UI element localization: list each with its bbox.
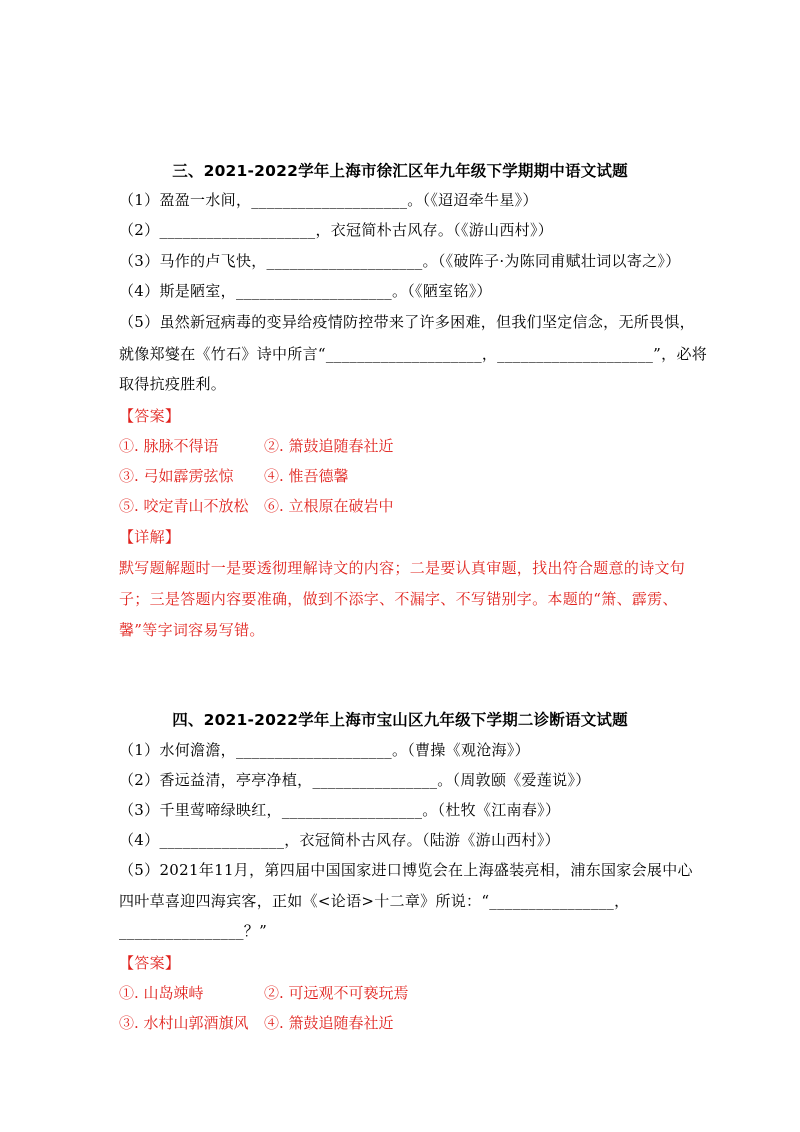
s3-question-4: （4）斯是陋室，____________________。（《陋室铭》） <box>119 282 492 300</box>
s3-question-3: （3）马作的卢飞快，____________________。（《破阵子·为陈同甫赋壮词以寄之》） <box>119 252 681 270</box>
section-4-title: 四、2021-2022学年上海市宝山区九年级下学期二诊断语文试题 <box>172 711 628 729</box>
s3-question-5-line-1: （5）虽然新冠病毒的变异给疫情防控带来了许多困难，但我们坚定信念，无所畏惧， <box>119 313 695 331</box>
s3-answer-row-2 <box>119 465 349 486</box>
s4-answer-3: ③. 水村山郭酒旗风 <box>119 1014 249 1032</box>
s3-answer-3: ③. 弓如霹雳弦惊 <box>119 467 234 485</box>
s4-answer-row-1 <box>119 982 409 1003</box>
s3-question-5-line-2: 就像郑燮在《竹石》诗中所言“____________________，____________________”，必将 <box>119 345 708 363</box>
s4-question-2: （2）香远益清，亭亭净植，________________。（周敦颐《爱莲说》） <box>119 771 591 789</box>
s3-explain-line-1: 默写题解题时一是要透彻理解诗文的内容；二是要认真审题，找出符合题意的诗文句 <box>119 559 686 577</box>
s4-question-3: （3）千里莺啼绿映红，__________________。（杜牧《江南春》） <box>119 801 561 819</box>
s3-question-2: （2）____________________，衣冠简朴古风存。（《游山西村》） <box>119 221 554 239</box>
s4-answer-1: ①. 山岛竦峙 <box>119 984 204 1002</box>
s4-answer-label: 【答案】 <box>119 954 181 972</box>
s3-answer-row-3 <box>119 495 394 516</box>
s4-answer-4: ④. 箫鼓追随春社近 <box>264 1014 394 1032</box>
s3-answer-6: ⑥. 立根原在破岩中 <box>264 497 394 515</box>
s3-answer-1: ①. 脉脉不得语 <box>119 437 219 455</box>
s4-question-5-line-1: （5）2021年11月，第四届中国国家进口博览会在上海盛装亮相，浦东国家会展中心 <box>119 861 693 879</box>
s4-question-1: （1）水何澹澹，____________________。（曹操《观沧海》） <box>119 741 530 759</box>
s4-question-5-line-3: ________________？” <box>119 922 268 940</box>
s3-answer-label: 【答案】 <box>119 407 181 425</box>
s3-answer-row-1 <box>119 435 394 456</box>
s4-question-4: （4）________________，衣冠简朴古风存。（陆游《游山西村》） <box>119 831 560 849</box>
s3-explain-line-3: 馨”等字词容易写错。 <box>119 621 265 639</box>
s3-answer-2: ②. 箫鼓追随春社近 <box>264 437 394 455</box>
s3-explain-line-2: 子；三是答题内容要准确，做到不添字、不漏字、不写错别字。本题的“箫、霹雳、 <box>119 590 678 608</box>
s4-answer-2: ②. 可远观不可亵玩焉 <box>264 984 409 1002</box>
s3-question-1: （1）盈盈一水间，____________________。（《迢迢牵牛星》） <box>119 191 538 209</box>
s3-answer-5: ⑤. 咬定青山不放松 <box>119 497 249 515</box>
s4-answer-row-2 <box>119 1012 394 1033</box>
s3-question-5-line-3: 取得抗疫胜利。 <box>119 375 227 393</box>
section-3-title: 三、2021-2022学年上海市徐汇区年九年级下学期期中语文试题 <box>172 162 628 180</box>
s4-question-5-line-2: 四叶草喜迎四海宾客，正如《<论语>十二章》所说：“________________， <box>119 892 630 910</box>
s3-answer-4: ④. 惟吾德馨 <box>264 467 349 485</box>
s3-explain-label: 【详解】 <box>119 528 181 546</box>
